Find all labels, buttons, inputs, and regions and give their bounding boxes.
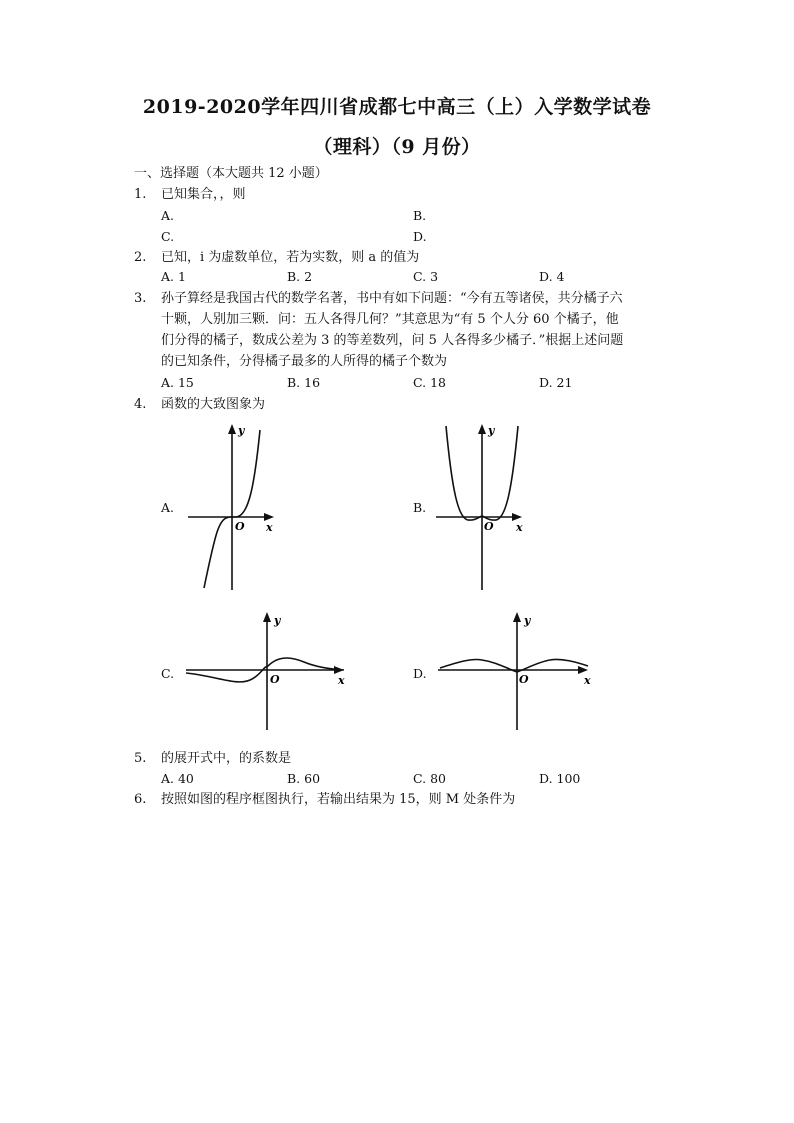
option-a[interactable]: A. 40: [161, 771, 194, 786]
question-text-line: 十颗，人别加三颗．问：五人各得几何？”其意思为“有 5 个人分 60 个橘子，他: [161, 312, 619, 327]
page-title: 2019-2020学年四川省成都七中高三（上）入学数学试卷: [142, 96, 652, 118]
question-number: 3.: [134, 291, 147, 306]
section-heading: 一、选择题（本大题共 12 小题）: [134, 166, 328, 181]
option-b[interactable]: B. 60: [287, 771, 321, 786]
option-a[interactable]: A. 1: [161, 269, 186, 284]
graph-option-a: [186, 420, 286, 592]
y-axis-arrow: [263, 612, 271, 622]
question-text: 函数的大致图象为: [161, 397, 266, 412]
option-a[interactable]: A. 15: [161, 375, 194, 390]
option-d[interactable]: D.: [413, 666, 427, 681]
y-axis-label: y: [524, 614, 531, 627]
origin-label: O: [270, 673, 280, 686]
y-axis-arrow: [513, 612, 521, 622]
origin-label: O: [235, 520, 245, 533]
x-axis-arrow: [264, 513, 274, 521]
option-a[interactable]: A.: [161, 500, 175, 515]
graph-option-b: [430, 420, 534, 592]
question-text: 的展开式中，的系数是: [161, 751, 292, 766]
x-axis-arrow: [578, 666, 588, 674]
x-axis-label: x: [338, 674, 345, 687]
question-number: 4.: [134, 397, 147, 412]
question-text-line: 孙子算经是我国古代的数学名著，书中有如下问题：“今有五等诸侯，共分橘子六: [161, 291, 623, 306]
option-b[interactable]: B.: [413, 208, 427, 223]
question-text: 按照如图的程序框图执行，若输出结果为 15，则 M 处条件为: [161, 792, 516, 807]
option-c[interactable]: C.: [161, 229, 175, 244]
y-axis-arrow: [478, 424, 486, 434]
y-axis-label: y: [238, 424, 245, 437]
question-number: 2.: [134, 250, 147, 265]
question-text-line: 们分得的橘子，数成公差为 3 的等差数列，问 5 人各得多少橘子．”根据上述问题: [161, 333, 624, 348]
y-axis-label: y: [488, 424, 495, 437]
graph-option-d: [438, 606, 598, 732]
option-d[interactable]: D.: [413, 229, 427, 244]
option-b[interactable]: B. 2: [287, 269, 313, 284]
question-text: 已知集合，，则: [161, 187, 246, 202]
option-c[interactable]: C.: [161, 666, 175, 681]
option-d[interactable]: D. 100: [539, 771, 581, 786]
x-axis-arrow: [512, 513, 522, 521]
option-b[interactable]: B. 16: [287, 375, 321, 390]
question-number: 5.: [134, 751, 147, 766]
y-axis-arrow: [228, 424, 236, 434]
x-axis-label: x: [516, 521, 523, 534]
option-c[interactable]: C. 80: [413, 771, 446, 786]
x-axis-label: x: [266, 521, 273, 534]
option-a[interactable]: A.: [161, 208, 175, 223]
option-c[interactable]: C. 18: [413, 375, 446, 390]
option-c[interactable]: C. 3: [413, 269, 439, 284]
option-b[interactable]: B.: [413, 500, 427, 515]
y-axis-label: y: [274, 614, 281, 627]
option-d[interactable]: D. 4: [539, 269, 565, 284]
question-text: 已知，i 为虚数单位，若为实数，则 a 的值为: [161, 250, 420, 265]
x-axis-label: x: [584, 674, 591, 687]
origin-label: O: [484, 520, 494, 533]
question-number: 6.: [134, 792, 147, 807]
graph-option-c: [186, 606, 356, 732]
question-text-line: 的已知条件，分得橘子最多的人所得的橘子个数为: [161, 354, 448, 369]
option-d[interactable]: D. 21: [539, 375, 573, 390]
page-subtitle: （理科）（9 月份）: [313, 136, 481, 158]
question-number: 1.: [134, 187, 147, 202]
origin-label: O: [519, 673, 529, 686]
